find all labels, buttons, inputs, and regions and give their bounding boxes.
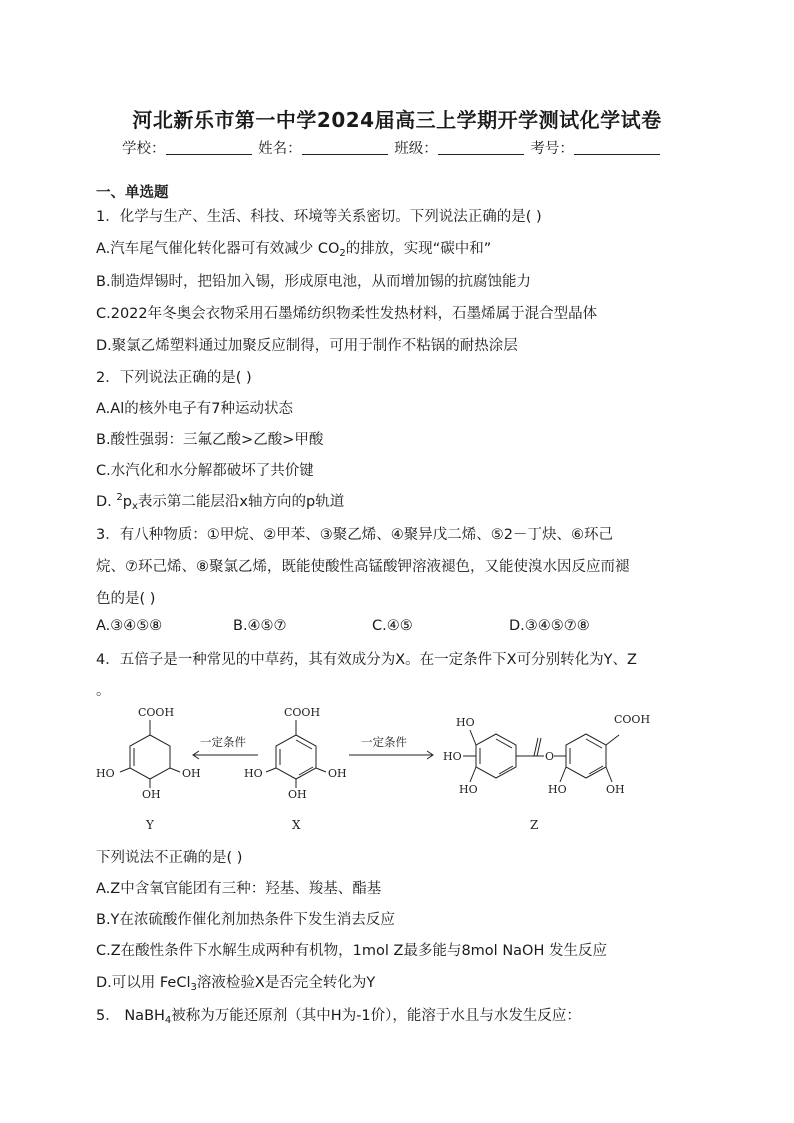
x-ho-label: HO	[244, 767, 263, 780]
student-info-row	[122, 137, 662, 158]
number-blank[interactable]	[574, 140, 660, 155]
reaction-scheme-figure	[96, 700, 696, 835]
class-blank[interactable]	[438, 140, 524, 155]
z-oh-right-label: OH	[606, 783, 625, 796]
x-cooh-label: COOH	[284, 706, 321, 719]
q4-line2: 。	[96, 683, 111, 699]
class-label: 班级：	[394, 141, 438, 157]
x-oh-bottom-label: OH	[288, 788, 307, 801]
x-ring	[276, 735, 316, 779]
z-ho-right-label: HO	[548, 783, 567, 796]
y-compound-label: Y	[146, 818, 154, 832]
q3-option-c: C.④⑤	[372, 618, 413, 634]
q3-line1: 3．有八种物质：①甲烷、②甲苯、③聚乙烯、④聚异戊二烯、⑤2－丁炔、⑥环己	[96, 527, 613, 543]
y-cooh-label: COOH	[138, 706, 175, 719]
q4-option-a: A.Z中含氧官能团有三种：羟基、羧基、酯基	[96, 881, 382, 897]
number-label: 考号：	[530, 141, 574, 157]
y-ho-label: HO	[96, 767, 115, 780]
q3-option-d: D.③④⑤⑦⑧	[509, 618, 590, 634]
z-right-ring	[566, 734, 606, 778]
z-compound-label: Z	[530, 818, 539, 832]
q4-option-c: C.Z在酸性条件下水解生成两种有机物，1mol Z最多能与8mol NaOH 发生反应	[96, 943, 607, 959]
q5-stem: 5． NaBH$_4$被称为万能还原剂（其中H为-1价），能溶于水且与水发生反应：	[96, 1008, 581, 1026]
arrow-left-condition: 一定条件	[200, 735, 246, 749]
q4-option-b: B.Y在浓硫酸作催化剂加热条件下发生消去反应	[96, 912, 395, 928]
q2-option-c: C.水汽化和水分解都破坏了共价键	[96, 463, 314, 479]
q2-stem: 2．下列说法正确的是( )	[96, 370, 252, 386]
q1-stem: 1．化学与生产、生活、科技、环境等关系密切。下列说法正确的是( )	[96, 209, 542, 225]
q3-line3: 色的是( )	[96, 591, 156, 607]
name-label: 姓名：	[258, 141, 302, 157]
q1-option-c: C.2022年冬奥会衣物采用石墨烯纺织物柔性发热材料，石墨烯属于混合型晶体	[96, 306, 598, 322]
y-ring	[130, 735, 170, 779]
z-left-ring	[476, 734, 516, 778]
q2-option-d: D. $^2p_x$表示第二能层沿x轴方向的p轨道	[96, 492, 345, 512]
name-blank[interactable]	[302, 140, 388, 155]
z-ester-o-label: O	[545, 750, 555, 763]
q2-option-b: B.酸性强弱：三氟乙酸>乙酸>甲酸	[96, 432, 324, 448]
q4-option-d: D.可以用 FeCl$_3$溶液检验X是否完全转化为Y	[96, 975, 376, 993]
q4-line1: 4．五倍子是一种常见的中草药，其有效成分为X。在一定条件下X可分别转化为Y、Z	[96, 652, 637, 668]
z-ho-mid-label: HO	[443, 750, 462, 763]
q3-line2: 烷、⑦环己烯、⑧聚氯乙烯，既能使酸性高锰酸钾溶液褪色，又能使溴水因反应而褪	[96, 559, 630, 575]
q4-question: 下列说法不正确的是( )	[96, 850, 243, 866]
school-label: 学校：	[122, 141, 166, 157]
y-oh-right-label: OH	[182, 767, 201, 780]
z-cooh-label: COOH	[614, 713, 651, 726]
page-title: 河北新乐市第一中学2024届高三上学期开学测试化学试卷	[132, 108, 662, 132]
z-ho-top-label: HO	[456, 716, 475, 729]
section-heading: 一、单选题	[96, 185, 169, 201]
y-oh-bottom-label: OH	[142, 788, 161, 801]
x-oh-right-label: OH	[328, 767, 347, 780]
q3-option-a: A.③④⑤⑧	[96, 618, 163, 634]
z-ho-bottom-label: HO	[459, 783, 478, 796]
q2-option-a: A.Al的核外电子有7种运动状态	[96, 401, 293, 417]
q1-option-b: B.制造焊锡时，把铅加入锡，形成原电池，从而增加锡的抗腐蚀能力	[96, 274, 532, 290]
q1-option-a: A.汽车尾气催化转化器可有效减少 $CO_2$的排放，实现“碳中和”	[96, 241, 492, 259]
q3-option-b: B.④⑤⑦	[233, 618, 287, 634]
school-blank[interactable]	[166, 140, 252, 155]
x-compound-label: X	[292, 818, 301, 832]
arrow-right-condition: 一定条件	[361, 735, 407, 749]
q1-option-d: D.聚氯乙烯塑料通过加聚反应制得，可用于制作不粘锅的耐热涂层	[96, 338, 518, 354]
